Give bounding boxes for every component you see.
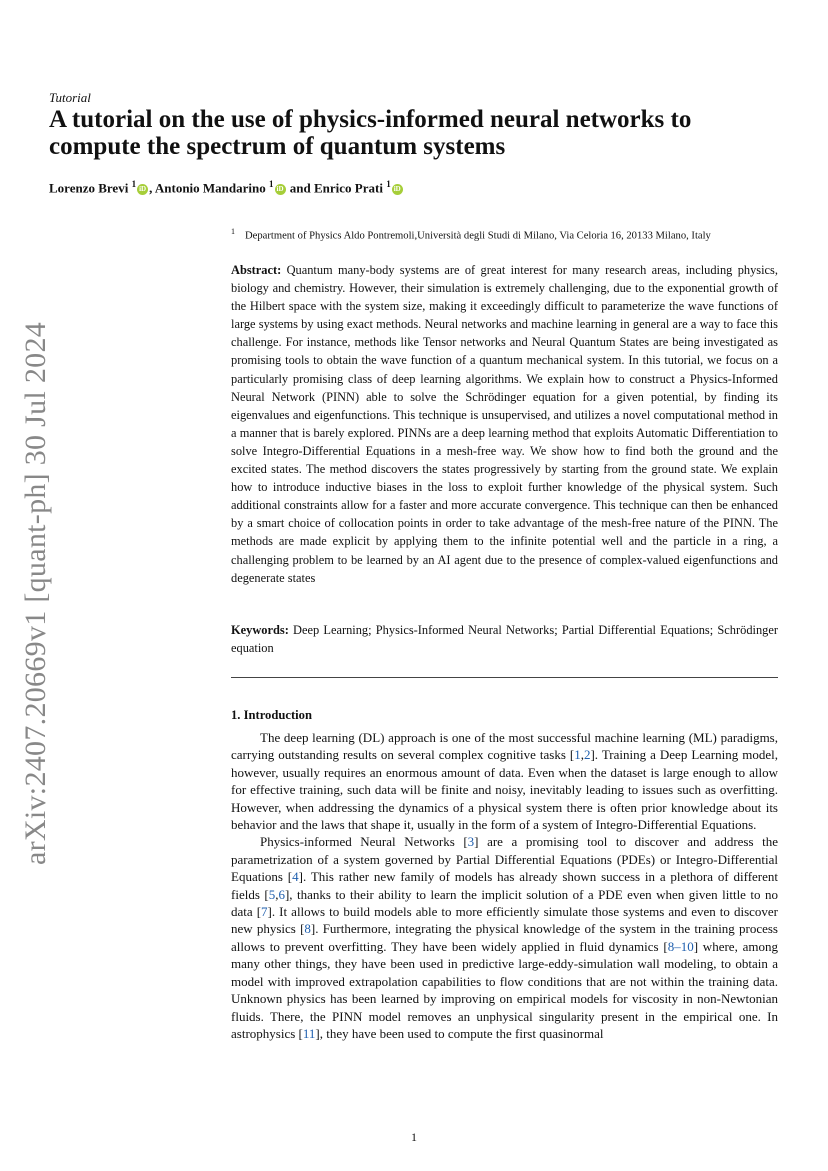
author-name: Enrico Prati <box>313 180 387 196</box>
citation-link[interactable]: 7 <box>261 904 268 920</box>
abstract <box>231 261 778 587</box>
keywords <box>231 621 778 657</box>
section-divider <box>231 677 778 678</box>
keywords-text: Deep Learning; Physics-Informed Neural Networks; Partial Differential Equations; Schrödinger equation <box>231 623 778 656</box>
paragraph <box>231 729 778 833</box>
orcid-icon[interactable]: iD <box>276 185 284 194</box>
author-separator: and <box>286 180 314 196</box>
paragraph-text: ] where, among many other things, they have been used in predictive large-eddy-simulation wall modeling, to obtain a model with improved extrapolation capabilities to flow conditions that are not within the training data. Unknown physics has been learned by improving on empirical models for viscosity in non-Newtonian fluids. There, the PINN model removes an unphysical singularity present in the empirical one. In astrophysics [ <box>231 938 778 1041</box>
paragraph-text: , <box>275 886 279 902</box>
page-number: 1 <box>411 1130 417 1144</box>
abstract-label: Abstract: <box>231 263 282 277</box>
paragraph-text: , <box>580 747 584 763</box>
paragraph-text: ] are a promising tool to discover and address the parametrization of a system governed by Partial Differential Equations (PDEs) or Integro-Differential Equations [ <box>231 834 778 885</box>
citation-link[interactable]: 8 <box>304 921 311 937</box>
affiliation-mark: 1 <box>231 227 235 236</box>
citation-link[interactable]: 1 <box>574 747 581 763</box>
citation-link[interactable]: 3 <box>467 834 475 850</box>
author-affiliation-mark: 1 <box>386 179 391 189</box>
paragraph-text: ]. It allows to build models able to more efficiently simulate those systems and even to discover new physics [ <box>231 904 779 937</box>
affiliation <box>231 227 711 242</box>
arxiv-identifier-stamp: arXiv:2407.20669v1 [quant-ph] 30 Jul 2024 <box>19 321 52 865</box>
citation-link[interactable]: 6 <box>278 886 285 902</box>
orcid-icon[interactable]: iD <box>139 185 147 194</box>
author-list <box>49 179 404 196</box>
citation-link[interactable]: 4 <box>292 869 299 885</box>
abstract-text: Quantum many-body systems are of great interest for many research areas, including physics, biology and chemistry. However, their simulation is extremely challenging, due to the exponential growth of the Hilbert space with the system size, making it exceedingly difficult to parameterize the wave functions of large systems by using exact methods. Neural networks and machine learning in general are a way to face this challenge. For instance, methods like Tensor networks and Neural Quantum States are being investigated as promising tools to obtain the wave function of a quantum mechanical system. In this tutorial, we focus on a particularly promising class of deep learning algorithms. We explain how to construct a Physics-Informed Neural Network (PINN) able to solve the Schrödinger equation for a given potential, by finding its eigenvalues and eigenfunctions. This technique is unsupervised, and utilizes a novel computational method in a manner that is barely explored. PINNs are a deep learning method that exploits Automatic Differentiation to solve Integro-Differential Equations in a mesh-free way. We show how to find both the ground and the excited states. The method discovers the states progressively by starting from the ground state. We explain how to introduce inductive biases in the loss to exploit further knowledge of the physical system. Such additional constraints allow for a faster and more accurate convergence. This technique can then be enhanced by a smart choice of collocation points in order to take advantage of the mesh-free nature of the PINN. The methods are made explicit by applying them to the infinite potential well and the particle in a ring, a challenging problem to be learned by an AI agent due to the presence of complex-valued eigenfunctions and degenerate states <box>231 263 778 585</box>
author-affiliation-mark: 1 <box>269 179 274 189</box>
author-separator: , <box>149 180 155 196</box>
paragraph-text: ]. Furthermore, integrating the physical knowledge of the system in the training process allows to prevent overfitting. They have been widely applied in fluid dynamics [ <box>231 921 778 954</box>
keywords-label: Keywords: <box>231 623 289 637</box>
citation-link[interactable]: 8–10 <box>667 938 694 954</box>
article-type-label: Tutorial <box>49 90 91 105</box>
paragraph-text: ], thanks to their ability to learn the implicit solution of a PDE even when given little to no data [ <box>231 886 778 920</box>
paragraph-text: ], they have been used to compute the first quasinormal <box>315 1025 604 1041</box>
author-name: Lorenzo Brevi <box>49 180 132 196</box>
paragraph-text: The deep learning (DL) approach is one of the most successful machine learning (ML) paradigms, carrying outstanding results on several complex cognitive tasks [ <box>231 730 778 763</box>
orcid-icon[interactable]: iD <box>393 185 401 194</box>
citation-link[interactable]: 2 <box>583 747 591 763</box>
paper-title: A tutorial on the use of physics-informed neural networks to compute the spectrum of quantum systems <box>49 106 692 160</box>
author-affiliation-mark: 1 <box>131 179 137 189</box>
paragraph-text: ]. Training a Deep Learning model, however, usually requires an enormous amount of data. Even when the dataset is large enough to allow for effective training, such data will be finite and noisy, inevitably leading to issues such as overfitting. However, when addressing the dynamics of a physical system there is often prior knowledge about its behavior and the laws that shape it, usually in the form of a system of Integro-Differential Equations. <box>231 747 778 833</box>
citation-link[interactable]: 11 <box>302 1025 316 1041</box>
citation-link[interactable]: 5 <box>268 886 276 902</box>
paragraph <box>231 833 778 1042</box>
paragraph-text: Physics-informed Neural Networks [ <box>260 834 468 850</box>
affiliation-text: Department of Physics Aldo Pontremoli,Università degli Studi di Milano, Via Celoria 16, 20133 Milano, Italy <box>245 230 711 242</box>
section-heading-introduction: 1. Introduction <box>231 708 312 722</box>
paragraph-text: ]. This rather new family of models has already shown success in a plethora of different fields [ <box>231 869 779 902</box>
author-name: Antonio Mandarino <box>154 180 270 196</box>
introduction-body <box>231 729 778 1042</box>
